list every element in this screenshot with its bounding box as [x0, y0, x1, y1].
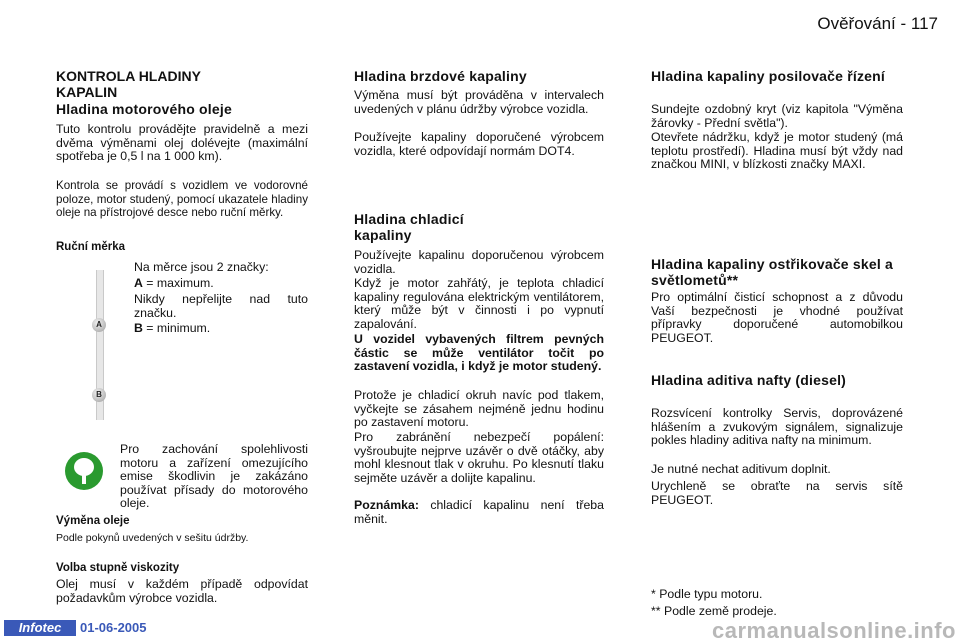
- power-steering-heading: Hladina kapaliny posilovače řízení: [651, 68, 885, 84]
- note-text: chladicí kapalinu není třeba měnit.: [354, 498, 604, 526]
- diesel-additive-heading: Hladina aditiva nafty (diesel): [651, 372, 847, 388]
- coolant-paragraph-1: Používejte kapalinu doporučenou výrobcem vozidla.: [354, 248, 604, 276]
- tree-icon: [65, 452, 103, 490]
- diesel-additive-paragraph-2: Je nutné nechat aditivum doplnit.: [651, 462, 831, 476]
- footer-date: 01-06-2005: [80, 620, 147, 635]
- oil-level-paragraph-1: Tuto kontrolu provádějte pravidelně a mezi dvěma výměnami olej dolévejte (maximální spotřeba je 0,5 l na 1 000 km).: [56, 122, 308, 164]
- footnote-engine-type: * Podle typu motoru.: [651, 587, 763, 601]
- diesel-additive-paragraph-1: Rozsvícení kontrolky Servis, doprovázené hlášením a zvukovým signálem, signalizuje pokles hladiny aditiva nafty na minimum.: [651, 406, 903, 448]
- power-steering-paragraph-1: Sundejte ozdobný kryt (viz kapitola "Výměna žárovky - Přední světla").: [651, 102, 903, 130]
- note-label: Poznámka:: [354, 498, 419, 512]
- infotec-logo: Infotec: [4, 620, 76, 636]
- dipstick-paragraph-1: Na měrce jsou 2 značky:: [134, 260, 269, 274]
- brake-fluid-paragraph-2: Používejte kapaliny doporučené výrobcem vozidla, které odpovídají normám DOT4.: [354, 130, 604, 158]
- section-title-fluid-levels: KONTROLA HLADINY KAPALIN: [56, 68, 201, 100]
- oil-level-heading: Hladina motorového oleje: [56, 101, 232, 117]
- eco-warning-text: Pro zachování spolehlivosti motoru a zařízení omezujícího emise škodlivin je zakázáno používat přísady do motorového oleje.: [120, 442, 308, 511]
- mark-b-description: = minimum.: [142, 321, 211, 335]
- coolant-paragraph-4: Protože je chladicí okruh navíc pod tlakem, vyčkejte se zásahem nejméně jednu hodinu po zastavení motoru.: [354, 388, 604, 430]
- dipstick-mark-a: A: [92, 318, 106, 332]
- oil-change-heading: Výměna oleje: [56, 515, 130, 527]
- dipstick-mark-b: B: [92, 388, 106, 402]
- power-steering-paragraph-2: Otevřete nádržku, když je motor studený (má teplotu prostředí). Hladina musí být vždy nad značkou MINI, v blízkosti značky MAXI.: [651, 130, 903, 172]
- oil-change-text: Podle pokynů uvedených v sešitu údržby.: [56, 532, 249, 544]
- mark-a-letter: A: [134, 276, 143, 290]
- coolant-heading: Hladina chladicí kapaliny: [354, 211, 464, 243]
- mark-a-description: = maximum.: [142, 276, 214, 290]
- footnote-country: ** Podle země prodeje.: [651, 604, 777, 618]
- page-header-title: Ověřování - 117: [817, 14, 938, 33]
- mark-b-letter: B: [134, 321, 143, 335]
- coolant-note: [354, 499, 604, 526]
- dipstick-illustration: [96, 270, 104, 420]
- diesel-additive-paragraph-3: Urychleně se obraťte na servis sítě PEUGEOT.: [651, 479, 903, 507]
- washer-fluid-heading: Hladina kapaliny ostřikovače skel a světlometů**: [651, 256, 894, 288]
- watermark: carmanualsonline.info: [712, 618, 956, 643]
- viscosity-heading: Volba stupně viskozity: [56, 562, 180, 574]
- viscosity-text: Olej musí v každém případě odpovídat požadavkům výrobce vozidla.: [56, 577, 308, 605]
- dipstick-paragraph-2: Nikdy nepřelijte nad tuto značku.: [134, 292, 308, 320]
- brake-fluid-heading: Hladina brzdové kapaliny: [354, 68, 527, 84]
- coolant-dpf-warning: U vozidel vybavených filtrem pevných částic se může ventilátor točit po zastavení vozidla, i když je motor studený.: [354, 332, 604, 374]
- mark-b-line: [134, 322, 308, 336]
- washer-fluid-paragraph: Pro optimální čisticí schopnost a z důvodu Vaší bezpečnosti je vhodné používat přípravky doporučené automobilkou PEUGEOT.: [651, 290, 903, 345]
- coolant-paragraph-2: Když je motor zahřátý, je teplota chladicí kapaliny regulována elektrickým ventilátorem, který může být v činnosti i po vypnutí zapalování.: [354, 276, 604, 331]
- mark-a-line: [134, 277, 308, 291]
- dipstick-heading: Ruční měrka: [56, 241, 126, 253]
- brake-fluid-paragraph-1: Výměna musí být prováděna v intervalech uvedených v plánu údržby výrobce vozidla.: [354, 88, 604, 116]
- oil-level-paragraph-2: Kontrola se provádí s vozidlem ve vodorovné poloze, motor studený, pomocí ukazatele hladiny oleje na přístrojové desce nebo ruční měrky.: [56, 179, 308, 220]
- coolant-paragraph-5: Pro zabránění nebezpečí popálení: vyšroubujte nejprve uzávěr o dvě otáčky, aby mohl klesnout tlak v okruhu. Po klesnutí tlaku sejměte uzávěr a dolijte kapalinu.: [354, 430, 604, 485]
